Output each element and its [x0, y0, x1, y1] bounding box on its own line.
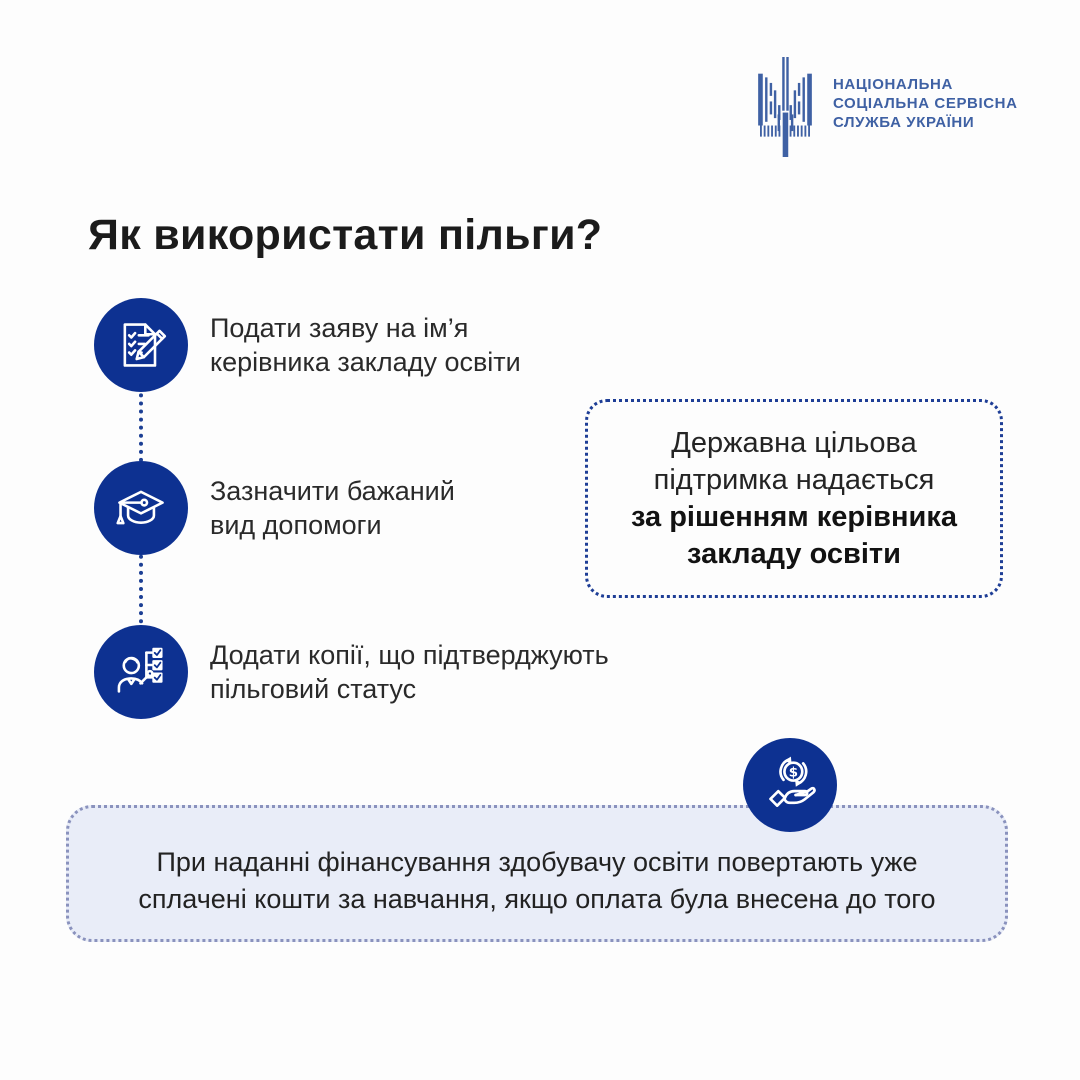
step-2-text: [210, 474, 455, 542]
hand-money-return-icon: [761, 756, 819, 814]
tryzub-trident-icon: [753, 57, 817, 157]
bottom-line-2: сплачені кошти за навчання, якщо оплата була внесена до того: [138, 883, 936, 914]
step-3-icon-circle: [94, 625, 188, 719]
national-social-service-logo: [753, 57, 1018, 157]
money-icon-circle: [743, 738, 837, 832]
dollar-sign-glyph: $: [788, 765, 799, 781]
note-box: [585, 399, 1003, 598]
step-2-line-1: Зазначити бажаний: [210, 476, 455, 506]
logo-line-2: СОЦІАЛЬНА СЕРВІСНА: [833, 95, 1018, 112]
note-bold-line-2: закладу освіти: [687, 537, 901, 570]
note-line-2: підтримка надається: [653, 463, 935, 496]
document-pen-icon: [113, 317, 169, 373]
step-2-line-2: вид допомоги: [210, 510, 382, 540]
step-1-text: [210, 311, 521, 379]
step-3-text: [210, 638, 609, 706]
step-3-line-2: пільговий статус: [210, 674, 417, 704]
step-1-line-1: Подати заяву на ім’я: [210, 313, 469, 343]
person-checklist-icon: [113, 644, 169, 700]
bottom-info-box: [66, 805, 1008, 942]
step-1-icon-circle: [94, 298, 188, 392]
logo-wordmark: [833, 75, 1018, 132]
graduation-cap-icon: [113, 480, 169, 536]
note-line-1: Державна цільова: [671, 426, 917, 459]
step-3-line-1: Додати копії, що підтверджують: [210, 640, 609, 670]
page-title: Як використати пільги?: [88, 211, 603, 259]
step-1-line-2: керівника закладу освіти: [210, 347, 521, 377]
logo-line-3: СЛУЖБА УКРАЇНИ: [833, 114, 975, 131]
bottom-line-1: При наданні фінансування здобувачу освіти повертають уже: [156, 846, 918, 877]
note-bold-line-1: за рішенням керівника: [631, 500, 957, 533]
step-2-icon-circle: [94, 461, 188, 555]
logo-line-1: НАЦІОНАЛЬНА: [833, 76, 953, 93]
